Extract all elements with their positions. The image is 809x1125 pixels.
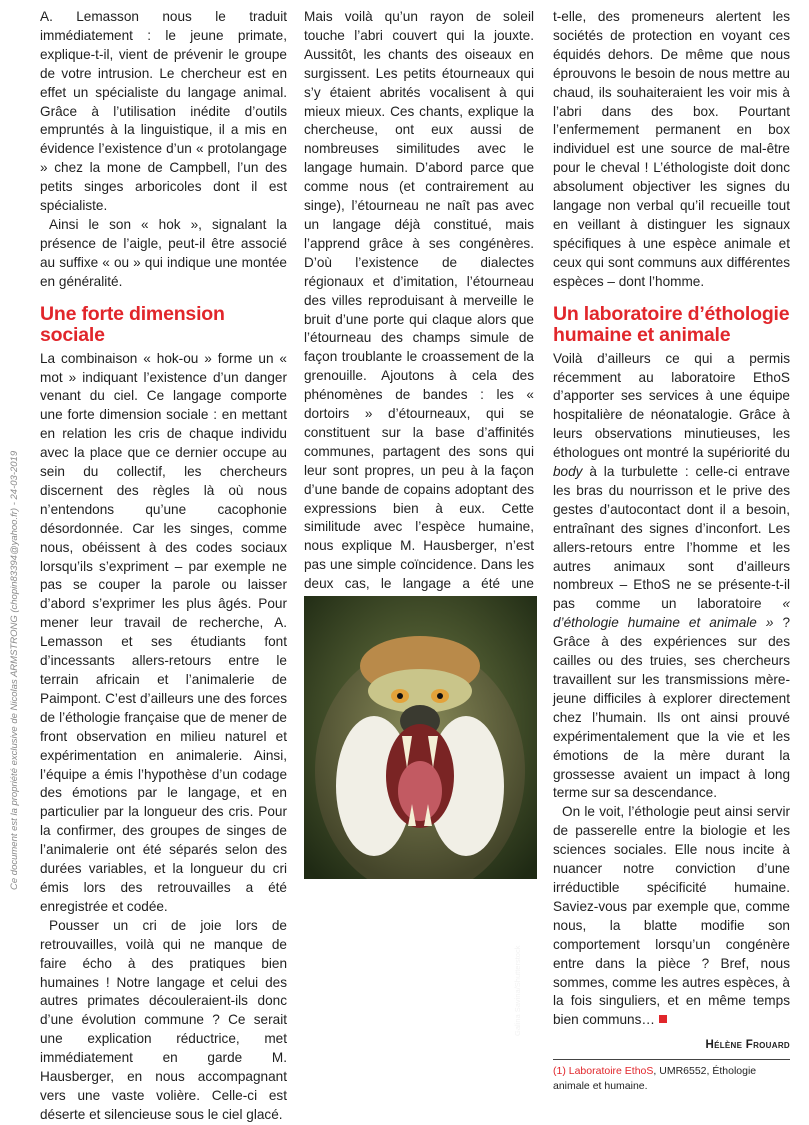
author-signature: Hélène Frouard <box>705 1039 790 1052</box>
photo-credit <box>512 876 524 1036</box>
paragraph: La combinaison « hok-ou » forme un « mot » indiquant l’existence d’un danger venant du ciel. Ce langage comporte une forte dimension sociale : en mettant en relation les cris de chaque individu avec la place que ce dernier occupe au sein du collectif, les chercheurs discernent des règles là où nous n’entendons qu’une cacophonie désordonnée. Car les singes, comme nous, obéissent à des codes sociaux lorsqu’ils s’expriment – par exemple ne pas se couper la parole ou laisser d’abord s’exprimer les plus âgés. Pour mener leur travail de recherche, A. Lemasson et ses étudiants font d’incessants allers-retours entre le terrain africain et l’animalerie de Paimpont. C’est d’ailleurs une des forces de l’éthologie française que de mener de front observation en milieu naturel et expérimentation en animalerie. Ainsi, l’équipe a émis l’hypothèse d’un codage des émotions par le langage, et en particulier par la longueur des cris. Pour la confirmer, des groupes de singes de l’animalerie ont été séparés selon des durées variables, et la longueur du cri émis lors des retrouvailles a été enregistrée et codée. <box>40 350 287 914</box>
text-run: On le voit, l’éthologie peut ainsi servir de passerelle entre la biologie et les sciences sociales. Elle nous incite à nuancer notre conviction d’une irréductible spécificité humaine. Saviez-vous par exemple que, comme nous, la blatte modifie son comportement lorsqu’un congénère entre dans la pièce ? Bref, nous sommes, comme les autres espèces, à la fois singuliers, et en même temps bien communs… <box>553 804 790 1028</box>
text-run: ? Grâce à des expériences sur des cailles ou des truies, ses chercheurs travaillent sur les transmissions mère-jeune difficiles à explorer directement chez l’humain. Ils ont ainsi prouvé expérimentalement que la vie et les émotions de la mère durant la grossesse avaient un impact à long terme sur sa descendance. <box>553 615 791 801</box>
paragraph: A. Lemasson nous le traduit immédiatement : le jeune primate, explique-t-il, vient de prévenir le groupe de votre intrusion. Le chercheur est en effet un spécialiste du langage animal. Grâce à l’utilisation inédite d’outils empruntés à la linguistique, il a mis en évidence l’existence d’un « protolangage » chez la mone de Campbell, l’un des petits singes arboricoles dont il est spécialiste. <box>40 9 287 214</box>
paragraph: Ainsi le son « hok », signalant la présence de l’aigle, peut-il être associé au suffixe « ou » qui indique une montée en généralité. <box>40 216 287 289</box>
monkey-photo <box>304 596 537 879</box>
paragraph: Mais voilà qu’un rayon de soleil touche l’abri couvert qui la jouxte. Aussitôt, les chants des oiseaux en surgissent. Les petits étourneaux qui s’y étaient abrités vocalisent à qui mieux mieux. Ces chants, explique la chercheuse, ont eux aussi de nombreuses similitudes avec le langage humain. D’abord parce que comme nous (et contrairement au singe), l’étourneau ne naît pas avec un langage déjà constitué, mais l’apprend grâce à ses congénères. D’où l’existence de dialectes régionaux et d’imitation, l’étourneau des villes reproduisant à merveille le bruit d’une porte qui claque alors que l’étourneau des champs simule de façon troublante le croassement de la grenouille. Ajoutons à cela des phénomènes de bandes : les « dortoirs » d’étourneaux, qui se constituent sur la base d’affinités communes, partagent des sons qui leur sont propres, un peu à la façon d’une bande de copains adoptant des expressions bien à eux. Cette similitude avec l’espèce humaine, nous explique M. Hausberger, n’est pas une simple coïncidence. Dans les deux cas, le langage a été une <box>304 9 534 592</box>
italic-quote: « d’éthologie humaine et animale » <box>553 596 790 631</box>
end-mark-icon <box>659 1015 667 1023</box>
paragraph: t-elle, des promeneurs alertent les sociétés de protection en voyant ces équidés dehors. De même que nous éprouvons le besoin de nous mettre au chaud, ils souhaiteraient les voir mis à l’abri dans des box. Pourtant l’enfermement permanent en box individuel est une source de mal-être pour le cheval ! L’éthologiste doit donc absolument objectiver les signes du langage non verbal qu’il recueille tout en veillant à distinguer les signaux spécifiques à une espèce animale et ceux qui sont communs aux différentes espèces – dont l’homme. <box>553 9 790 289</box>
monkey-illustration <box>304 596 537 879</box>
footnote-ref: (1) Laboratoire EthoS <box>553 1065 654 1078</box>
text-run: Voilà d’ailleurs ce qui a permis récemment au laboratoire EthoS d’apporter ses services à une équipe hospitalière de néonatalogie. Grâce à leurs observations minutieuses, les éthologues ont montré la supériorité du <box>553 350 790 461</box>
italic-text: body <box>553 464 583 480</box>
section-heading: Un laboratoire d’éthologie humaine et animale <box>553 302 790 346</box>
section-heading: Une forte dimension sociale <box>40 302 225 346</box>
paragraph <box>553 803 790 1030</box>
article-column-3 <box>553 8 790 1094</box>
article-column-1 <box>40 8 287 1125</box>
paragraph: Pousser un cri de joie lors de retrouvailles, voilà qui ne manque de faire écho à des pratiques bien humaines ! Notre langage et celui des autres primates découleraient-ils donc d’une évolution commune ? Ce serait une explication réductrice, met immédiatement en garde M. Hausberger, en nous accompagnant vers une vaste volière. Celle-ci est déserte et silencieuse sous le ciel glacé. <box>40 917 287 1122</box>
text-run: à la turbulette : celle-ci entrave les bras du nourrisson et le prive des gestes d’autocontact dont il a besoin, entraînant des signes d’inconfort. Les allers-retours entre l’homme et les autres animaux sont d’ailleurs nombreux – EthoS ne se présente-t-il pas comme un laboratoire <box>553 464 790 612</box>
footnote-text: , UMR6552, Éthologie animale et humaine. <box>553 1065 757 1093</box>
copyright-watermark <box>8 300 22 890</box>
photo-credit-text: Galina Savina/Shutterstock <box>513 945 522 1036</box>
divider <box>553 1059 790 1060</box>
watermark-text: Ce document est la propriété exclusive de Nicolas ARMSTRONG (chopin83394@yahoo.fr) - 24-03-2019 <box>9 450 20 890</box>
footnote <box>553 1064 790 1094</box>
paragraph <box>553 350 790 804</box>
